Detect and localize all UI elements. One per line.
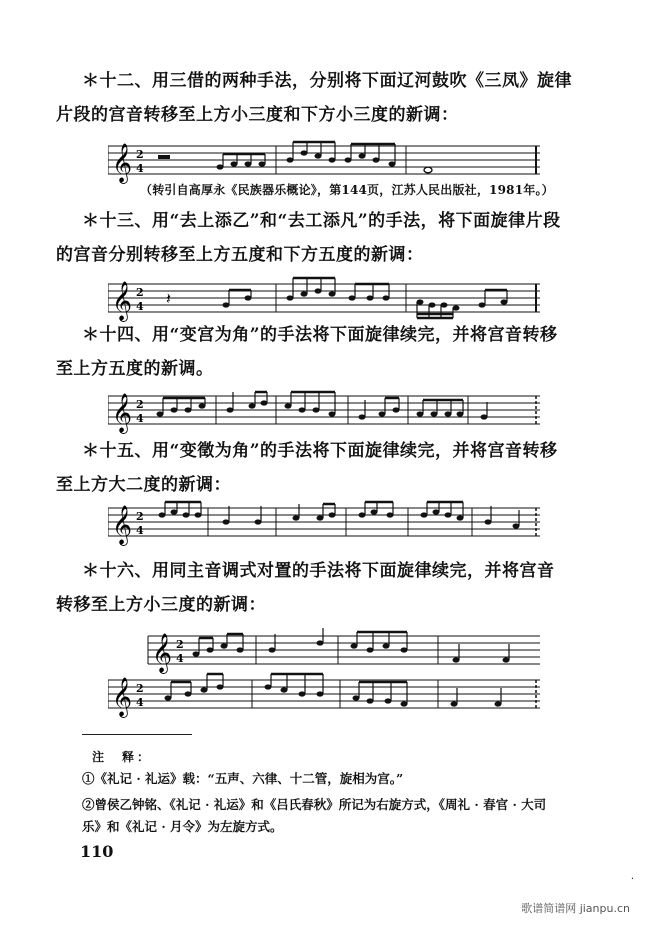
treble-clef: 𝄞 bbox=[112, 393, 133, 433]
exercise-16-line1: ＊十六、用同主音调式对置的手法将下面旋律续完，并将宫音 bbox=[82, 561, 555, 581]
time-sig-bottom: 4 bbox=[136, 696, 144, 709]
music-staff bbox=[108, 386, 540, 434]
time-sig-bottom: 4 bbox=[136, 300, 144, 313]
time-sig-top: 2 bbox=[136, 398, 144, 411]
time-sig-top: 2 bbox=[136, 148, 144, 161]
page-number: 110 bbox=[80, 842, 114, 861]
time-sig-top: 2 bbox=[136, 682, 144, 695]
watermark: 歌谱简谱网 jianpu.cn bbox=[521, 902, 630, 915]
music-staff bbox=[108, 498, 540, 546]
music-staff bbox=[108, 670, 540, 718]
time-sig-top: 2 bbox=[136, 510, 144, 523]
treble-clef: 𝄞 bbox=[152, 633, 173, 673]
staff-exercise-13 bbox=[108, 274, 540, 322]
exercise-12-line1: ＊十二、用三借的两种手法，分别将下面辽河鼓吹《三凤》旋律 bbox=[82, 71, 572, 91]
source-caption: （转引自高厚永《民族器乐概论》，第144页，江苏人民出版社，1981年。） bbox=[140, 183, 554, 197]
footnote-rule bbox=[82, 734, 192, 735]
time-sig-top: 2 bbox=[136, 286, 144, 299]
music-staff bbox=[108, 136, 540, 184]
staff-exercise-16-a bbox=[108, 626, 540, 674]
staff-exercise-12 bbox=[108, 136, 540, 184]
notes-heading: 注 释： bbox=[92, 750, 153, 764]
treble-clef: 𝄞 bbox=[112, 505, 133, 545]
exercise-16-line2: 转移至上方小三度的新调： bbox=[56, 595, 266, 615]
scan-speck: · bbox=[630, 874, 634, 885]
exercise-14-line2: 至上方五度的新调。 bbox=[56, 359, 214, 379]
exercise-13 bbox=[56, 204, 582, 272]
exercise-12 bbox=[56, 64, 582, 132]
time-sig-bottom: 4 bbox=[136, 524, 144, 537]
footnote-2-line2: 乐》和《礼记 · 月令》为左旋方式。 bbox=[82, 819, 283, 834]
time-sig-bottom: 4 bbox=[136, 412, 144, 425]
music-staff bbox=[108, 274, 540, 322]
music-staff bbox=[108, 626, 540, 674]
staff-exercise-14 bbox=[108, 386, 540, 434]
treble-clef: 𝄞 bbox=[112, 281, 133, 321]
exercise-13-line1: ＊十三、用“去上添乙”和“去工添凡”的手法，将下面旋律片段 bbox=[82, 211, 561, 231]
time-sig-bottom: 4 bbox=[176, 652, 184, 665]
quarter-rest: 𝄽 bbox=[166, 289, 171, 308]
staff-exercise-15 bbox=[108, 498, 540, 546]
footnote-1: ①《礼记 · 礼运》载：“五声、六律、十二管，旋相为宫。” bbox=[82, 771, 404, 786]
time-sig-top: 2 bbox=[176, 638, 184, 651]
exercise-12-line2: 片段的宫音转移至上方小三度和下方小三度的新调： bbox=[56, 105, 459, 125]
time-sig-bottom: 4 bbox=[136, 162, 144, 175]
exercise-16 bbox=[56, 554, 582, 622]
treble-clef: 𝄞 bbox=[112, 677, 133, 717]
exercise-15-line2: 至上方大二度的新调： bbox=[56, 475, 231, 495]
exercise-14 bbox=[56, 318, 582, 386]
exercise-15 bbox=[56, 434, 582, 502]
exercise-13-line2: 的宫音分别转移至上方五度和下方五度的新调： bbox=[56, 245, 424, 265]
treble-clef: 𝄞 bbox=[112, 143, 133, 183]
exercise-14-line1: ＊十四、用“变宫为角”的手法将下面旋律续完，并将宫音转移 bbox=[82, 325, 558, 345]
footnote-2-line1: ②曾侯乙钟铭、《礼记 · 礼运》和《吕氏春秋》所记为右旋方式，《周礼 · 春官 · 大司 bbox=[82, 797, 547, 812]
exercise-15-line1: ＊十五、用“变徵为角”的手法将下面旋律续完，并将宫音转移 bbox=[82, 441, 558, 461]
staff-exercise-16-b bbox=[108, 670, 540, 718]
